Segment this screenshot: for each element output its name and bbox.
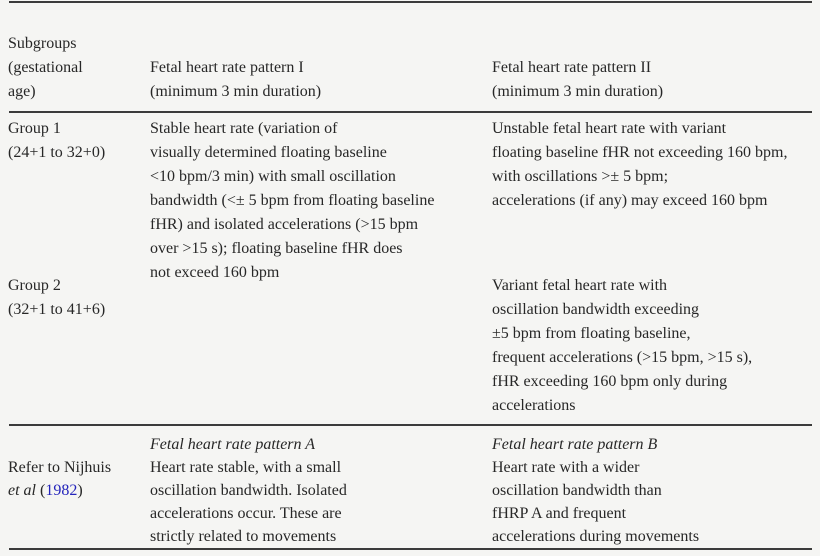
- group2-pattern2-cell: [492, 274, 820, 418]
- pattern-a-title: Fetal heart rate pattern A: [150, 436, 316, 453]
- text-line: (minimum 3 min duration): [492, 83, 664, 100]
- text-line: accelerations during movements: [492, 528, 700, 545]
- text-line: Heart rate stable, with a small: [150, 459, 342, 476]
- text-line: strictly related to movements: [150, 528, 337, 545]
- text-line: fHR exceeding 160 bpm only during: [492, 373, 728, 390]
- text-line: fHRP A and frequent: [492, 505, 627, 522]
- text-line: fHR) and isolated accelerations (>15 bpm: [150, 216, 419, 233]
- text-line: oscillation bandwidth exceeding: [492, 301, 700, 318]
- citation-paren-open: (: [36, 482, 46, 499]
- header-subgroups: [8, 32, 150, 104]
- group1-pattern2-cell: [492, 117, 820, 285]
- text-line: over >15 s); floating baseline fHR does: [150, 240, 403, 257]
- text-line: not exceed 160 bpm: [150, 264, 280, 281]
- text-line: visually determined floating baseline: [150, 144, 387, 161]
- pattern-a-cell: [150, 433, 492, 548]
- text-line: age): [8, 83, 36, 100]
- pattern-b-cell: [492, 433, 820, 548]
- table-bottom-rule: [9, 548, 812, 550]
- citation-line-2: [8, 479, 150, 502]
- text-line: Unstable fetal heart rate with variant: [492, 120, 727, 137]
- text-line: floating baseline fHR not exceeding 160 bpm,: [492, 144, 788, 161]
- text-line: (32+1 to 41+6): [8, 301, 106, 318]
- text-line: (24+1 to 32+0): [8, 144, 106, 161]
- text-line: accelerations occur. These are: [150, 505, 342, 522]
- table-header-row: [0, 3, 820, 111]
- text-line: (gestational: [8, 59, 83, 76]
- text-line: Fetal heart rate pattern I: [150, 59, 304, 76]
- header-pattern-2: [492, 56, 820, 104]
- group1-pattern1-cell: [150, 117, 492, 285]
- text-line: Fetal heart rate pattern II: [492, 59, 652, 76]
- text-line: accelerations: [492, 397, 576, 414]
- group1-label-cell: [8, 117, 150, 285]
- citation-line-1: Refer to Nijhuis: [8, 459, 112, 476]
- text-line: accelerations (if any) may exceed 160 bpm: [492, 192, 768, 209]
- text-line: bandwidth (<± 5 bpm from floating baseline: [150, 192, 435, 209]
- text-line: with oscillations >± 5 bpm;: [492, 168, 669, 185]
- header-pattern-1: [150, 56, 492, 104]
- group2-label-cell: [8, 274, 150, 418]
- text-line: Stable heart rate (variation of: [150, 120, 338, 137]
- text-line: Heart rate with a wider: [492, 459, 640, 476]
- text-line: Group 2: [8, 277, 61, 294]
- text-line: frequent accelerations (>15 bpm, >15 s),: [492, 349, 753, 366]
- text-line: oscillation bandwidth than: [492, 482, 662, 499]
- text-line: oscillation bandwidth. Isolated: [150, 482, 347, 499]
- text-line: Subgroups: [8, 35, 77, 52]
- table-body: [0, 113, 820, 418]
- group2-pattern1-cell: [150, 274, 492, 418]
- text-line: Variant fetal heart rate with: [492, 277, 668, 294]
- citation-paren-close: ): [77, 482, 83, 499]
- text-line: Group 1: [8, 120, 61, 137]
- pattern-b-body: [492, 456, 820, 548]
- text-line: (minimum 3 min duration): [150, 83, 322, 100]
- pattern-a-body: [150, 456, 492, 548]
- table-footer-row: [0, 426, 820, 548]
- citation-cell: [8, 433, 150, 548]
- text-line: ±5 bpm from floating baseline,: [492, 325, 691, 342]
- text-line: <10 bpm/3 min) with small oscillation: [150, 168, 396, 185]
- citation-year-link[interactable]: 1982: [45, 482, 78, 499]
- pattern-b-title: Fetal heart rate pattern B: [492, 436, 658, 453]
- citation-etal: et al: [8, 482, 36, 499]
